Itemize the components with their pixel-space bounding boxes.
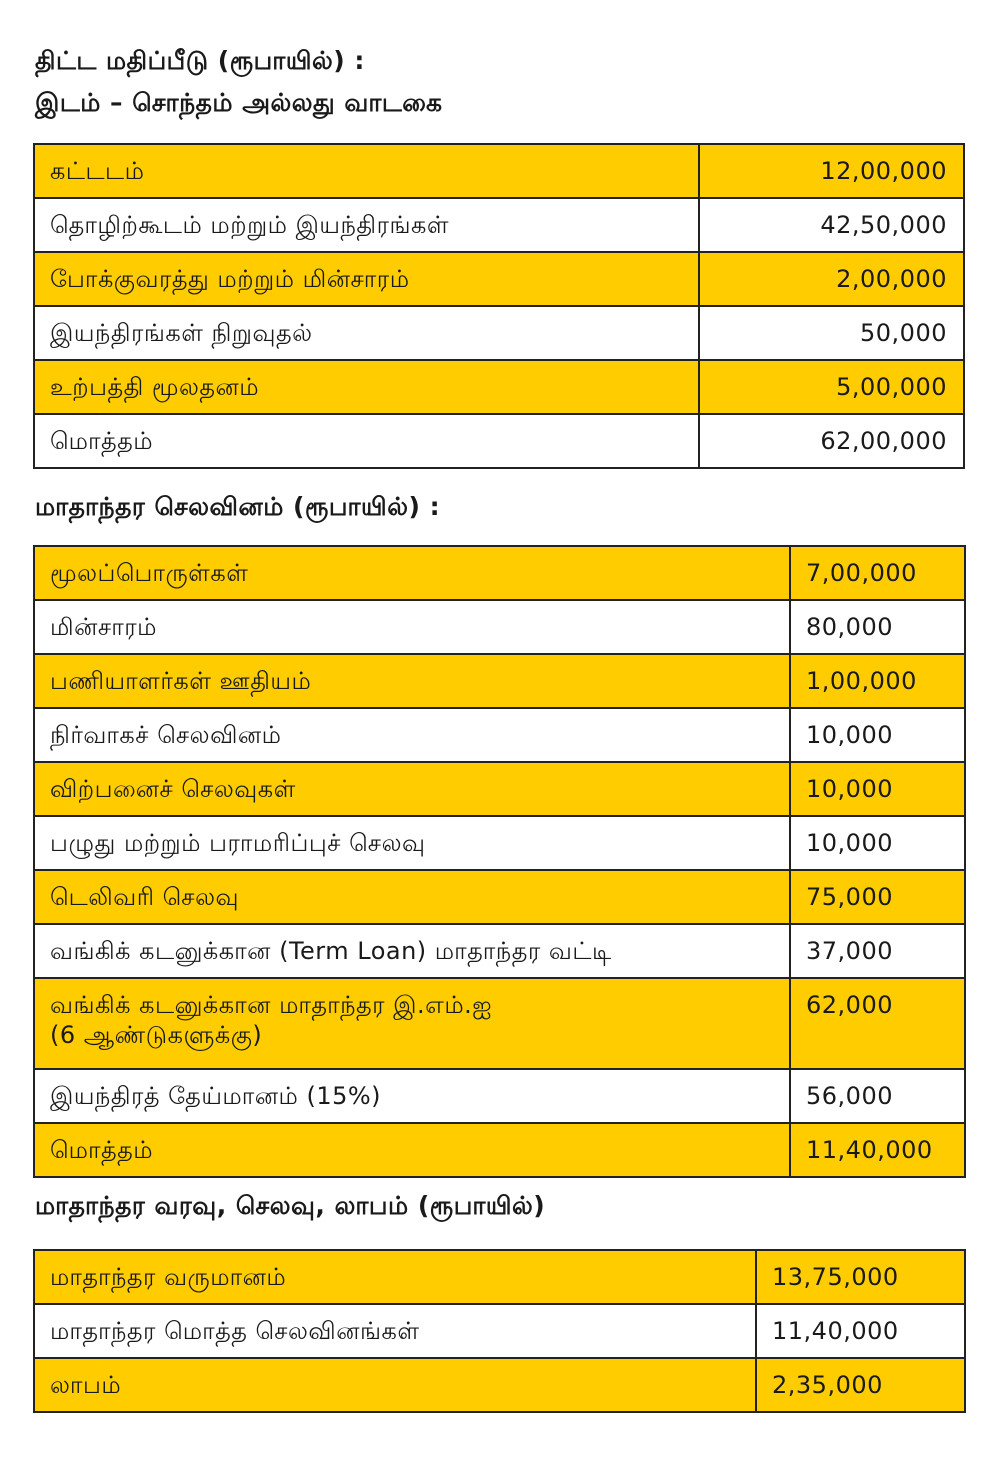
table-row (34, 708, 965, 762)
row-label: டெலிவரி செலவு (34, 870, 790, 924)
profit-row (34, 1358, 965, 1412)
row-amount: 2,35,000 (756, 1358, 965, 1412)
summary-heading: மாதாந்தர வரவு, செலவு, லாபம் (ரூபாயில்) (35, 1191, 546, 1220)
table-row (34, 1069, 965, 1123)
row-label: மூலப்பொருள்கள் (34, 546, 790, 600)
row-label: இயந்திரங்கள் நிறுவுதல் (34, 306, 699, 360)
row-amount: 56,000 (790, 1069, 965, 1123)
row-label: மொத்தம் (34, 414, 699, 468)
row-amount: 80,000 (790, 600, 965, 654)
row-label: உற்பத்தி மூலதனம் (34, 360, 699, 414)
row-label-line1: வங்கிக் கடனுக்கான மாதாந்தர இ.எம்.ஐ (50, 991, 493, 1019)
row-amount: 2,00,000 (699, 252, 964, 306)
row-amount: 5,00,000 (699, 360, 964, 414)
table-row (34, 978, 965, 1069)
project-cost-title: திட்ட மதிப்பீடு (ரூபாயில்) : (35, 46, 365, 75)
monthly-expense-heading: மாதாந்தர செலவினம் (ரூபாயில்) : (35, 492, 441, 521)
table-row (34, 870, 965, 924)
project-cost-heading (35, 40, 442, 124)
table-row (34, 198, 964, 252)
row-amount: 12,00,000 (699, 144, 964, 198)
row-label: கட்டடம் (34, 144, 699, 198)
row-amount: 11,40,000 (756, 1304, 965, 1358)
row-label: வங்கிக் கடனுக்கான (Term Loan) மாதாந்தர வட்டி (34, 924, 790, 978)
row-label: போக்குவரத்து மற்றும் மின்சாரம் (34, 252, 699, 306)
row-label: நிர்வாகச் செலவினம் (34, 708, 790, 762)
row-amount: 42,50,000 (699, 198, 964, 252)
row-amount: 37,000 (790, 924, 965, 978)
row-label: மின்சாரம் (34, 600, 790, 654)
row-label: மாதாந்தர மொத்த செலவினங்கள் (34, 1304, 756, 1358)
row-amount: 50,000 (699, 306, 964, 360)
row-label: விற்பனைச் செலவுகள் (34, 762, 790, 816)
row-label: மொத்தம் (34, 1123, 790, 1177)
row-amount: 62,00,000 (699, 414, 964, 468)
total-row (34, 414, 964, 468)
summary-table (33, 1249, 966, 1413)
row-label: லாபம் (34, 1358, 756, 1412)
monthly-expense-table (33, 545, 966, 1178)
project-cost-table (33, 143, 965, 469)
table-row (34, 600, 965, 654)
table-row (34, 816, 965, 870)
row-amount: 13,75,000 (756, 1250, 965, 1304)
table-row (34, 360, 964, 414)
location-subtitle: இடம் – சொந்தம் அல்லது வாடகை (35, 88, 443, 117)
row-label-line2: (6 ஆண்டுகளுக்கு) (50, 1021, 263, 1049)
row-amount: 62,000 (790, 978, 965, 1069)
row-amount: 10,000 (790, 816, 965, 870)
row-amount: 7,00,000 (790, 546, 965, 600)
table-row (34, 252, 964, 306)
table-row (34, 306, 964, 360)
row-amount: 75,000 (790, 870, 965, 924)
row-label: பழுது மற்றும் பராமரிப்புச் செலவு (34, 816, 790, 870)
table-row (34, 654, 965, 708)
row-label: மாதாந்தர வருமானம் (34, 1250, 756, 1304)
row-amount: 1,00,000 (790, 654, 965, 708)
row-amount: 11,40,000 (790, 1123, 965, 1177)
total-row (34, 1123, 965, 1177)
row-label (34, 978, 790, 1069)
row-label: பணியாளர்கள் ஊதியம் (34, 654, 790, 708)
table-row (34, 144, 964, 198)
table-row (34, 924, 965, 978)
row-amount: 10,000 (790, 708, 965, 762)
table-row (34, 1304, 965, 1358)
row-label: இயந்திரத் தேய்மானம் (15%) (34, 1069, 790, 1123)
row-amount: 10,000 (790, 762, 965, 816)
table-row (34, 1250, 965, 1304)
row-label: தொழிற்கூடம் மற்றும் இயந்திரங்கள் (34, 198, 699, 252)
table-row (34, 762, 965, 816)
table-row (34, 546, 965, 600)
